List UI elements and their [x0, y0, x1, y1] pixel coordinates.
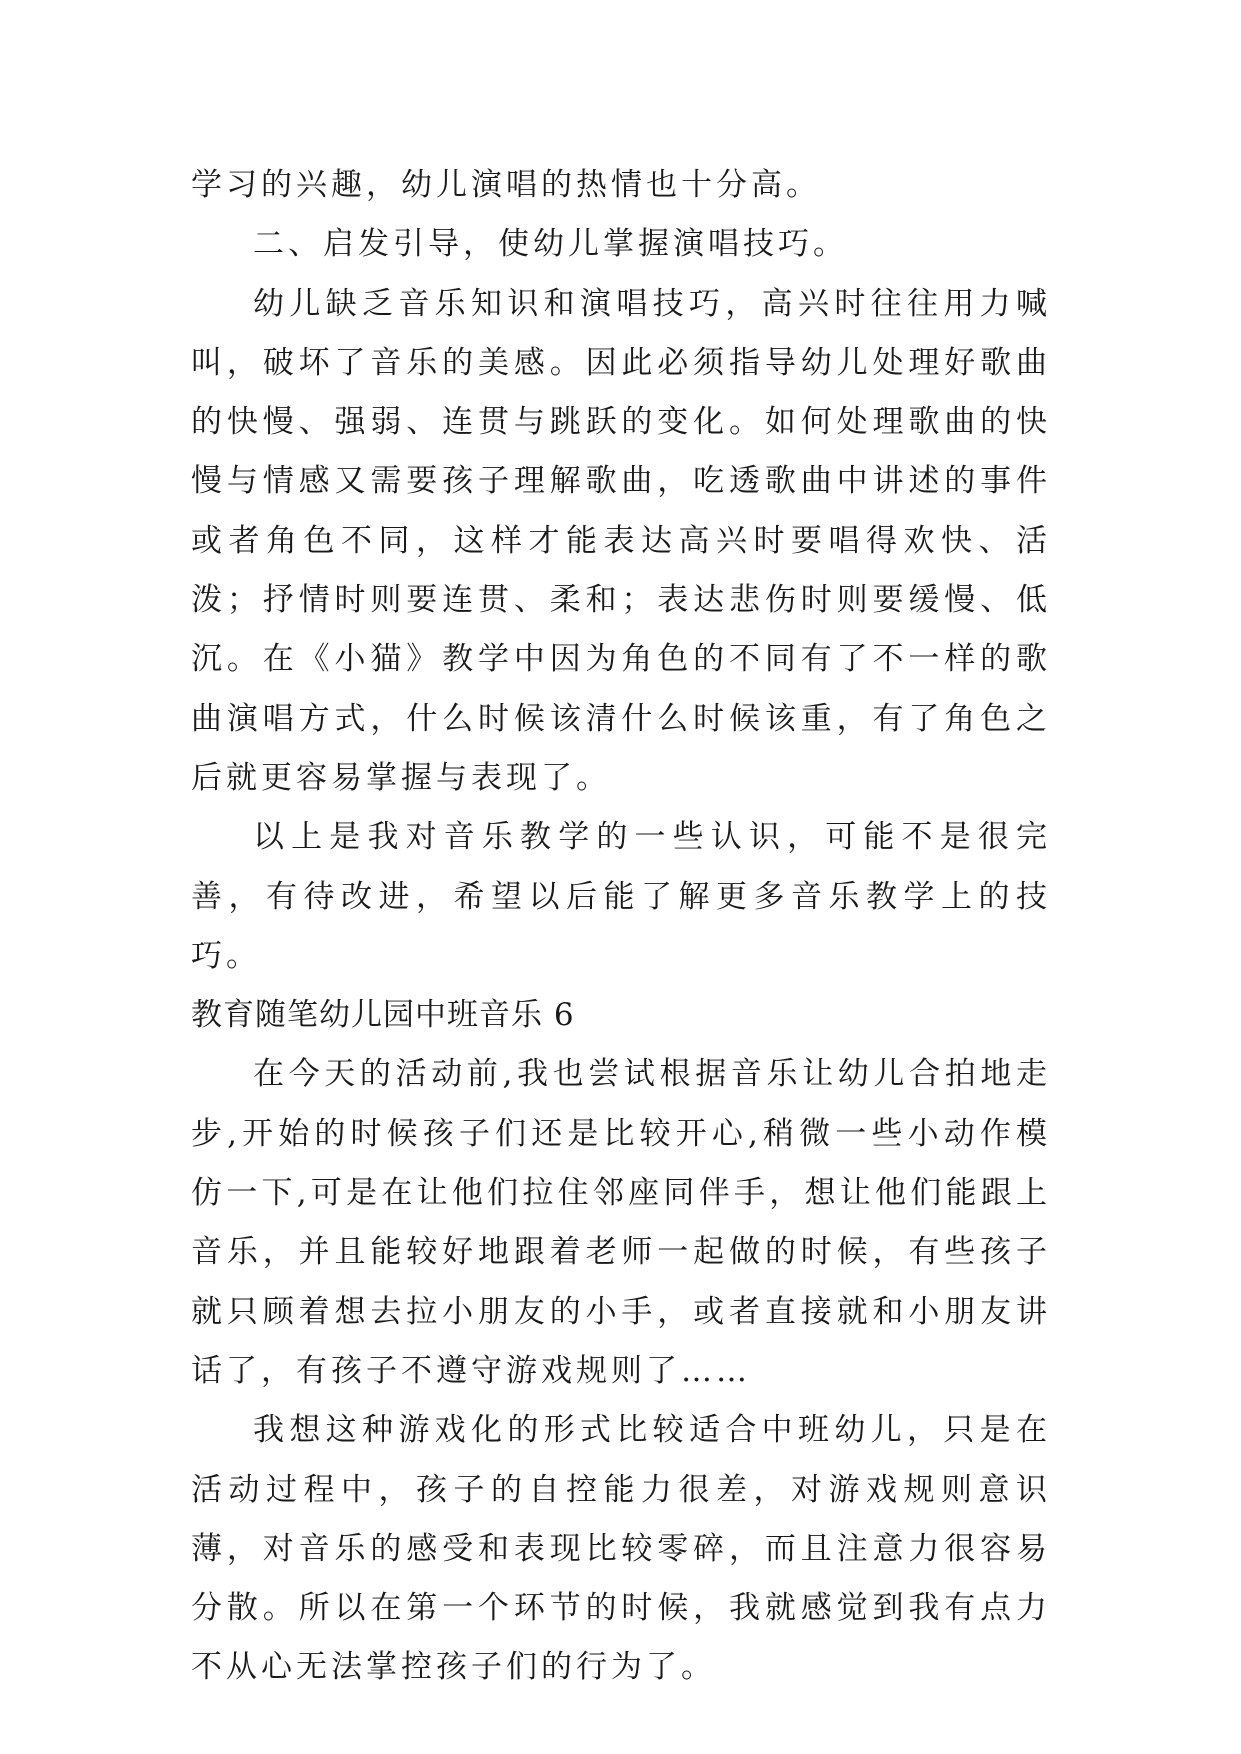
paragraph-activity: 在今天的活动前,我也尝试根据音乐让幼儿合拍地走步,开始的时候孩子们还是比较开心,稍微一些小动作模仿一下,可是在让他们拉住邻座同伴手，想让他们能跟上音乐，并且能较好地跟着老师一起做的时候，有些孩子就只顾着想去拉小朋友的小手，或者直接就和小朋友讲话了，有孩子不遵守游戏规则了…… — [191, 1056, 1051, 1389]
paragraph-conclusion: 以上是我对音乐教学的一些认识，可能不是很完善，有待改进，希望以后能了解更多音乐教学上的技巧。 — [191, 819, 1051, 974]
section-title: 教育随笔幼儿园中班音乐 6 — [191, 997, 575, 1034]
paragraph-singing-technique: 幼儿缺乏音乐知识和演唱技巧，高兴时往往用力喊叫，破坏了音乐的美感。因此必须指导幼儿处理好歌曲的快慢、强弱、连贯与跳跃的变化。如何处理歌曲的快慢与情感又需要孩子理解歌曲，吃透歌曲中讲述的事件或者角色不同，这样才能表达高兴时要唱得欢快、活泼；抒情时则要连贯、柔和；表达悲伤时则要缓慢、低沉。在《小猫》教学中因为角色的不同有了不一样的歌曲演唱方式，什么时候该清什么时候该重，有了角色之后就更容易掌握与表现了。 — [191, 285, 1051, 796]
paragraph-reflection: 我想这种游戏化的形式比较适合中班幼儿，只是在活动过程中，孩子的自控能力很差，对游戏规则意识薄，对音乐的感受和表现比较零碎，而且注意力很容易分散。所以在第一个环节的时候，我就感觉到我有点力不从心无法掌控孩子们的行为了。 — [191, 1412, 1051, 1686]
document-body — [191, 156, 1051, 1698]
paragraph-subheading: 二、启发引导，使幼儿掌握演唱技巧。 — [253, 226, 848, 263]
paragraph-continuation: 学习的兴趣，幼儿演唱的热情也十分高。 — [191, 167, 821, 203]
